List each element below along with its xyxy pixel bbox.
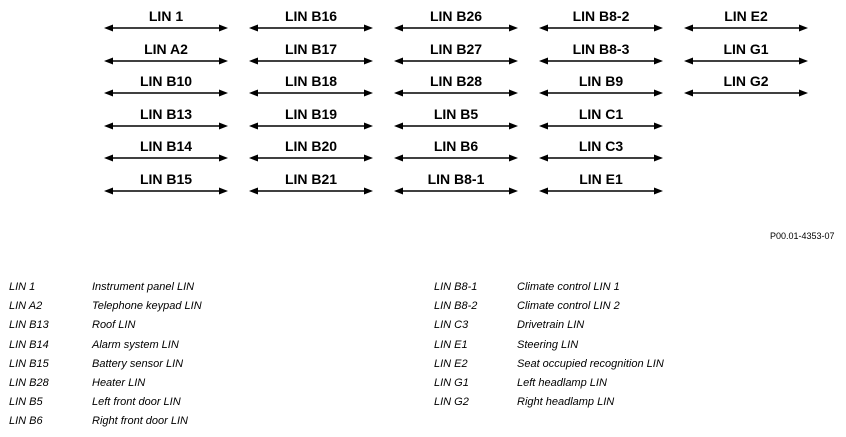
lin-bus: [249, 8, 373, 32]
lin-bus: [539, 106, 663, 130]
lin-bus-label: LIN B8-1: [427, 171, 485, 187]
lin-bus: [539, 73, 663, 97]
legend-code: LIN B14: [9, 338, 49, 351]
double-arrow-icon: [684, 24, 808, 32]
lin-bus: [539, 41, 663, 65]
double-arrow-icon: [249, 57, 373, 65]
lin-bus-label: LIN B16: [284, 8, 338, 24]
double-arrow-icon: [104, 154, 228, 162]
legend-description: Battery sensor LIN: [92, 357, 184, 370]
double-arrow-icon: [249, 122, 373, 130]
double-arrow-icon: [249, 154, 373, 162]
legend-code: LIN G2: [434, 396, 469, 409]
double-arrow-icon: [539, 57, 663, 65]
lin-bus: [394, 138, 518, 162]
double-arrow-icon: [104, 187, 228, 195]
lin-bus-label: LIN B26: [429, 8, 483, 24]
legend-code: LIN B8-2: [434, 300, 478, 313]
lin-bus-label: LIN B18: [284, 73, 338, 89]
legend-code: LIN E1: [434, 338, 468, 351]
double-arrow-icon: [104, 24, 228, 32]
lin-bus: [394, 41, 518, 65]
lin-bus-label: LIN B27: [429, 41, 483, 57]
legend-description: Right headlamp LIN: [517, 396, 615, 409]
lin-bus: [249, 171, 373, 195]
lin-bus: [539, 138, 663, 162]
legend-code: LIN B13: [9, 319, 49, 332]
lin-bus: [249, 138, 373, 162]
lin-bus-label: LIN C1: [578, 106, 624, 122]
legend-description: Steering LIN: [517, 338, 579, 351]
double-arrow-icon: [394, 57, 518, 65]
lin-bus-label: LIN E2: [724, 8, 768, 24]
lin-bus-label: LIN E1: [579, 171, 623, 187]
legend-description: Heater LIN: [92, 376, 146, 389]
lin-bus-label: LIN B21: [284, 171, 338, 187]
double-arrow-icon: [539, 122, 663, 130]
lin-bus-label: LIN B5: [433, 106, 479, 122]
double-arrow-icon: [394, 122, 518, 130]
double-arrow-icon: [249, 187, 373, 195]
legend-code: LIN B5: [9, 396, 43, 409]
legend-description: Roof LIN: [92, 319, 136, 332]
legend-code: LIN C3: [434, 319, 469, 332]
lin-bus: [394, 171, 518, 195]
double-arrow-icon: [684, 57, 808, 65]
double-arrow-icon: [249, 89, 373, 97]
lin-bus-label: LIN B8-2: [572, 8, 630, 24]
lin-bus: [394, 8, 518, 32]
lin-bus-label: LIN G2: [723, 73, 769, 89]
legend-code: LIN A2: [9, 300, 43, 313]
lin-bus: [684, 73, 808, 97]
legend-code: LIN B8-1: [434, 281, 478, 293]
lin-bus-label: LIN B20: [284, 138, 338, 154]
lin-bus-label: LIN B14: [139, 138, 193, 154]
double-arrow-icon: [394, 187, 518, 195]
legend-description: Climate control LIN 2: [517, 300, 620, 313]
lin-bus: [684, 8, 808, 32]
lin-bus: [104, 41, 228, 65]
double-arrow-icon: [249, 24, 373, 32]
lin-bus: [104, 138, 228, 162]
legend-description: Telephone keypad LIN: [92, 300, 202, 313]
lin-bus-label: LIN B28: [429, 73, 483, 89]
legend-code: LIN B6: [9, 415, 43, 428]
lin-bus-label: LIN B8-3: [572, 41, 630, 57]
double-arrow-icon: [539, 24, 663, 32]
lin-bus: [684, 41, 808, 65]
double-arrow-icon: [539, 89, 663, 97]
legend-description: Drivetrain LIN: [517, 319, 585, 332]
double-arrow-icon: [394, 89, 518, 97]
lin-bus-label: LIN C3: [578, 138, 624, 154]
lin-bus-label: LIN B19: [284, 106, 338, 122]
lin-bus: [394, 73, 518, 97]
lin-bus-label: LIN B15: [139, 171, 193, 187]
double-arrow-icon: [539, 187, 663, 195]
double-arrow-icon: [104, 122, 228, 130]
lin-bus-label: LIN B10: [139, 73, 193, 89]
double-arrow-icon: [104, 57, 228, 65]
double-arrow-icon: [684, 89, 808, 97]
legend-description: Instrument panel LIN: [92, 281, 195, 293]
double-arrow-icon: [104, 89, 228, 97]
legend-code: LIN 1: [9, 281, 36, 293]
legend-code: LIN G1: [434, 376, 469, 389]
legend-description: Left front door LIN: [92, 396, 181, 409]
lin-bus: [249, 73, 373, 97]
lin-bus-label: LIN B13: [139, 106, 193, 122]
lin-bus-label: LIN 1: [148, 8, 184, 24]
legend-code: LIN B15: [9, 357, 49, 370]
lin-bus-label: LIN B9: [578, 73, 624, 89]
lin-bus-label: LIN A2: [144, 41, 188, 57]
figure-reference: P00.01-4353-07: [770, 231, 835, 241]
lin-bus: [104, 73, 228, 97]
lin-bus-label: LIN B17: [284, 41, 338, 57]
legend-description: Seat occupied recognition LIN: [517, 357, 664, 370]
lin-bus: [104, 171, 228, 195]
legend-description: Alarm system LIN: [92, 338, 179, 351]
lin-bus: [104, 8, 228, 32]
legend-description: Climate control LIN 1: [517, 281, 620, 293]
double-arrow-icon: [394, 154, 518, 162]
lin-bus: [539, 8, 663, 32]
legend-description: Right front door LIN: [92, 415, 188, 428]
legend-code: LIN E2: [434, 357, 468, 370]
lin-bus: [394, 106, 518, 130]
legend-code: LIN B28: [9, 376, 49, 389]
lin-bus: [539, 171, 663, 195]
lin-bus-label: LIN G1: [723, 41, 769, 57]
lin-bus-label: LIN B6: [433, 138, 479, 154]
lin-bus: [104, 106, 228, 130]
double-arrow-icon: [539, 154, 663, 162]
legend-description: Left headlamp LIN: [517, 376, 607, 389]
lin-bus: [249, 41, 373, 65]
double-arrow-icon: [394, 24, 518, 32]
lin-bus: [249, 106, 373, 130]
